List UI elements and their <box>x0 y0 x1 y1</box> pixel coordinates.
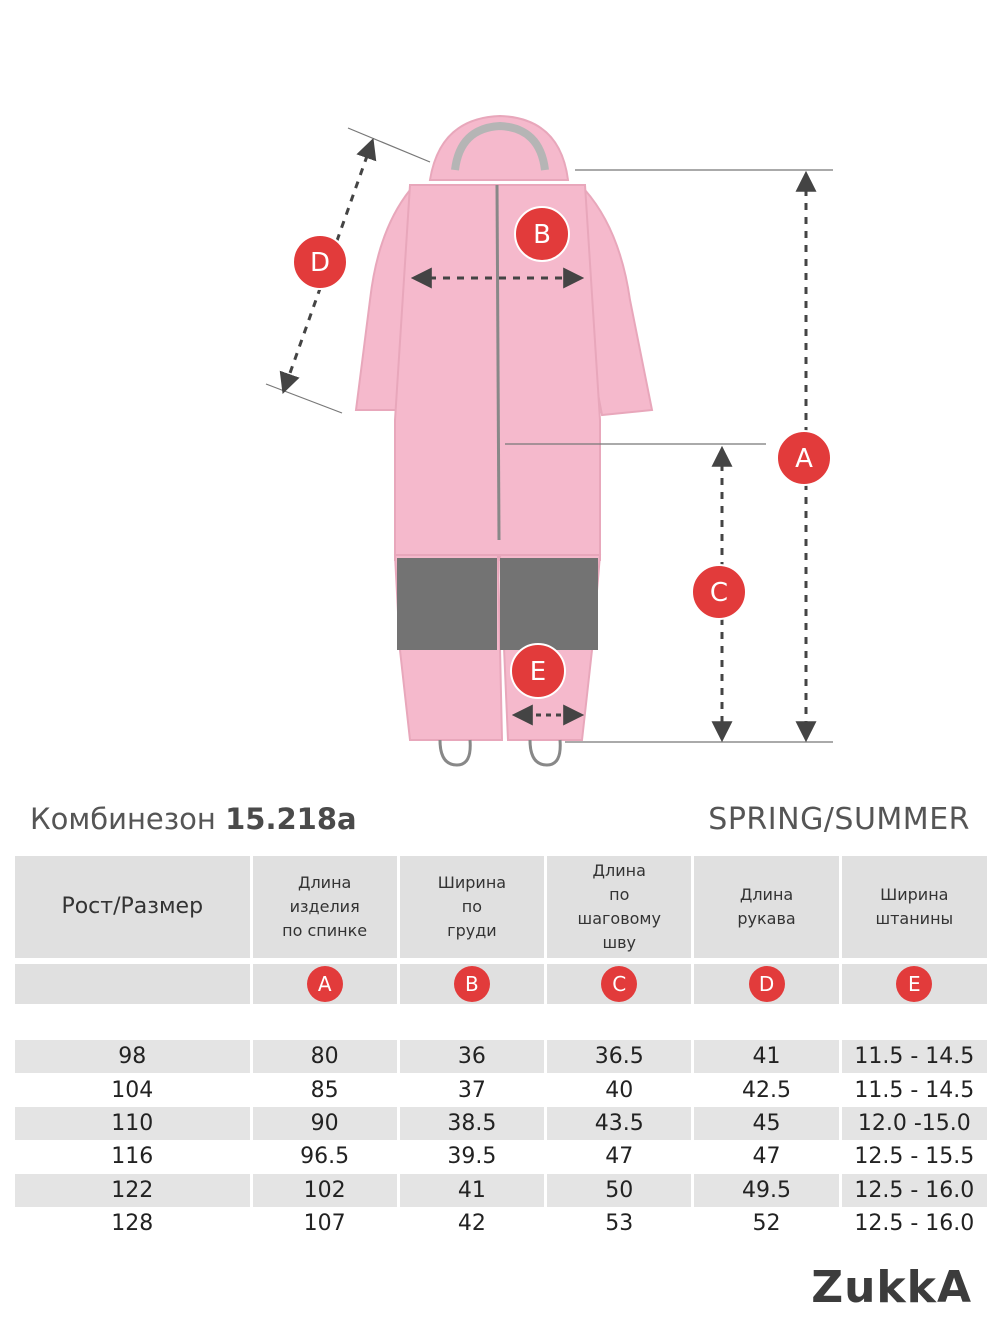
header-col-e: Ширина штанины <box>842 856 987 958</box>
table-cell: 12.0 -15.0 <box>842 1107 987 1140</box>
title-row <box>0 800 1000 845</box>
letter-badge-a: A <box>307 966 343 1002</box>
table-cell: 43.5 <box>547 1107 691 1140</box>
table-cell: 42.5 <box>694 1073 838 1106</box>
size-table <box>12 856 990 1240</box>
table-cell: 39.5 <box>400 1140 544 1173</box>
table-cell: 50 <box>547 1174 691 1207</box>
letter-badge-d: D <box>749 966 785 1002</box>
table-cell: 116 <box>15 1140 250 1173</box>
table-cell: 122 <box>15 1174 250 1207</box>
table-cell: 38.5 <box>400 1107 544 1140</box>
badge-c <box>692 565 746 619</box>
badge-d <box>293 235 347 289</box>
table-cell: 107 <box>253 1207 397 1240</box>
table-cell: 90 <box>253 1107 397 1140</box>
table-row <box>15 1207 987 1240</box>
letter-badge-b: B <box>454 966 490 1002</box>
table-cell: 53 <box>547 1207 691 1240</box>
header-col-a: Длина изделия по спинке <box>253 856 397 958</box>
table-cell: 12.5 - 15.5 <box>842 1140 987 1173</box>
table-cell: 11.5 - 14.5 <box>842 1073 987 1106</box>
header-size: Рост/Размер <box>15 856 250 958</box>
table-cell: 98 <box>15 1040 250 1073</box>
letter-badge-e: E <box>896 966 932 1002</box>
letter-badge-c: C <box>601 966 637 1002</box>
table-cell: 37 <box>400 1073 544 1106</box>
table-cell: 47 <box>694 1140 838 1173</box>
table-header-row <box>15 856 987 958</box>
table-row <box>15 1040 987 1073</box>
table-cell: 41 <box>694 1040 838 1073</box>
badge-b <box>515 207 569 261</box>
table-cell: 36 <box>400 1040 544 1073</box>
table-cell: 12.5 - 16.0 <box>842 1207 987 1240</box>
table-letter-row <box>15 964 987 1004</box>
svg-text:C: C <box>709 578 729 608</box>
svg-text:D: D <box>309 248 331 278</box>
product-code: 15.218a <box>225 802 357 836</box>
table-row <box>15 1140 987 1173</box>
table-cell: 36.5 <box>547 1040 691 1073</box>
svg-text:A: A <box>795 444 813 474</box>
table-cell: 45 <box>694 1107 838 1140</box>
table-cell: 52 <box>694 1207 838 1240</box>
table-cell: 42 <box>400 1207 544 1240</box>
table-row <box>15 1107 987 1140</box>
header-col-c: Длина по шаговому шву <box>547 856 691 958</box>
brand-logo: ZukkA <box>811 1262 972 1313</box>
header-col-d: Длина рукава <box>694 856 838 958</box>
season-label: SPRING/SUMMER <box>708 802 970 837</box>
table-cell: 12.5 - 16.0 <box>842 1174 987 1207</box>
product-prefix: Комбинезон <box>30 802 216 836</box>
svg-text:B: B <box>533 220 551 250</box>
jumpsuit-illustration <box>356 116 652 765</box>
table-row <box>15 1174 987 1207</box>
table-cell: 40 <box>547 1073 691 1106</box>
table-cell: 128 <box>15 1207 250 1240</box>
product-title <box>30 802 357 836</box>
table-cell: 41 <box>400 1174 544 1207</box>
badge-a <box>777 431 831 485</box>
table-cell: 11.5 - 14.5 <box>842 1040 987 1073</box>
svg-text:E: E <box>529 657 547 687</box>
table-cell: 110 <box>15 1107 250 1140</box>
badge-e <box>511 644 565 698</box>
table-row <box>15 1073 987 1106</box>
table-cell: 104 <box>15 1073 250 1106</box>
table-cell: 47 <box>547 1140 691 1173</box>
table-cell: 85 <box>253 1073 397 1106</box>
table-cell: 102 <box>253 1174 397 1207</box>
header-col-b: Ширина по груди <box>400 856 544 958</box>
table-cell: 49.5 <box>694 1174 838 1207</box>
table-cell: 96.5 <box>253 1140 397 1173</box>
table-cell: 80 <box>253 1040 397 1073</box>
